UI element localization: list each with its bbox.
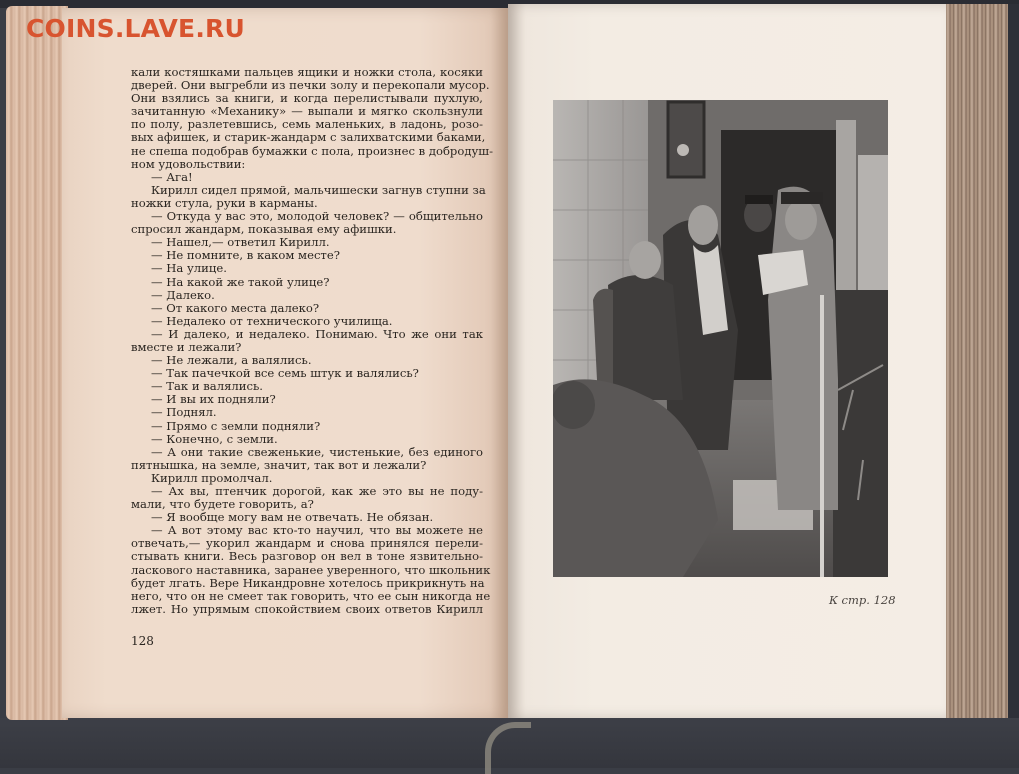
text-line: кали костяшками пальцев ящики и ножки стола, косяки [131,65,483,79]
bookshelf [833,290,888,577]
illustration-drawing [553,100,888,577]
text-line: лжет. Но упрямым спокойствием своих ответов Кирилл [131,601,483,616]
text-line: — Далеко. [151,287,215,302]
mother-head [688,205,718,245]
scan-background-right [1008,4,1019,718]
kirill-seated [608,275,683,400]
crouching-gendarme-head [553,381,595,429]
text-line: дверей. Они выгребли из печки золу и перекопали мусор. [131,78,490,93]
text-line: — Поднял. [151,405,217,420]
text-line: по полу, разлетевшись, семь маленьких, в ладонь, розо- [131,117,483,132]
wall-clock [668,102,704,177]
illustration-caption: К стр. 128 [829,593,896,607]
text-line: пятнышка, на земле, значит, так вот и лежали? [131,457,427,472]
text-line: Кирилл промолчал. [151,470,273,485]
text-line: зачитанную «Механику» — выпали и мягко скользнули [131,104,483,119]
text-line: — Так пачечкой все семь штук и валялись? [151,366,419,381]
text-line: ном удовольствии: [131,156,246,171]
open-door [858,155,888,295]
illustration [553,100,888,577]
page-number: 128 [131,634,154,648]
text-line: ножки стула, руки в карманы. [131,195,318,210]
left-page-text [131,65,493,616]
text-line: не спеша подобрав бумажки с пола, произнес в добродуш- [131,143,493,158]
text-line: — На какой же такой улице? [151,274,330,289]
kirill-head [629,241,661,279]
text-line: отвечать,— укорил жандарм и снова принялся перели- [131,536,483,551]
left-page-edges [6,6,68,720]
text-line: — На улице. [151,261,227,276]
text-line: — И вы их подняли? [151,392,276,407]
text-line: — Прямо с земли подняли? [151,418,321,433]
text-line: — Недалеко от технического училища. [151,313,393,328]
text-line: него, что он не смеет так говорить, что ее сын никогда не [131,588,491,603]
gendarme-cap [781,192,823,204]
text-line: будет лгать. Вере Никандровне хотелось прикрикнуть на [131,575,485,590]
sabre [820,295,824,577]
watermark: COINS.LAVE.RU [26,14,245,43]
text-line: — Ах вы, птенчик дорогой, как же это вы не поду- [151,484,483,498]
text-line: — Ага! [151,169,193,184]
text-line: — Так и валялись. [151,379,263,394]
text-line: — А вот этому вас кто-то научил, что вы можете не [151,523,483,538]
text-line: — Не лежали, а валялись. [151,353,312,368]
clock-pendulum [677,144,689,156]
text-line: — И далеко, и недалеко. Понимаю. Что же они так [151,326,483,341]
right-page-edges [946,4,1012,718]
text-line: спросил жандарм, показывая ему афишки. [131,222,397,237]
text-line: стывать книги. Весь разговор он вел в тоне язвительно- [131,549,483,564]
text-line: — Не помните, в каком месте? [151,248,340,263]
text-line: — Откуда у вас это, молодой человек? — общительно [151,209,483,224]
text-line: Они взялись за книги, и когда перелистывали пухлую, [131,91,483,106]
text-line: Кирилл сидел прямой, мальчишески загнув ступни за [151,182,486,197]
text-line: мали, что будете говорить, а? [131,497,314,512]
text-line: — Конечно, с земли. [151,431,278,446]
text-line: ласкового наставника, заранее уверенного, что школьник [131,562,491,577]
text-line: вместе и лежали? [131,339,242,354]
text-line: — Нашел,— ответил Кирилл. [151,235,330,250]
text-line: — От какого места далеко? [151,300,320,315]
text-line: — А они такие свеженькие, чистенькие, без единого [151,444,483,459]
gendarme-head [785,200,817,240]
text-line: вых афишек, и старик-жандарм с залихватскими баками, [131,130,486,145]
text-line: — Я вообще могу вам не отвечать. Не обязан. [151,510,434,525]
